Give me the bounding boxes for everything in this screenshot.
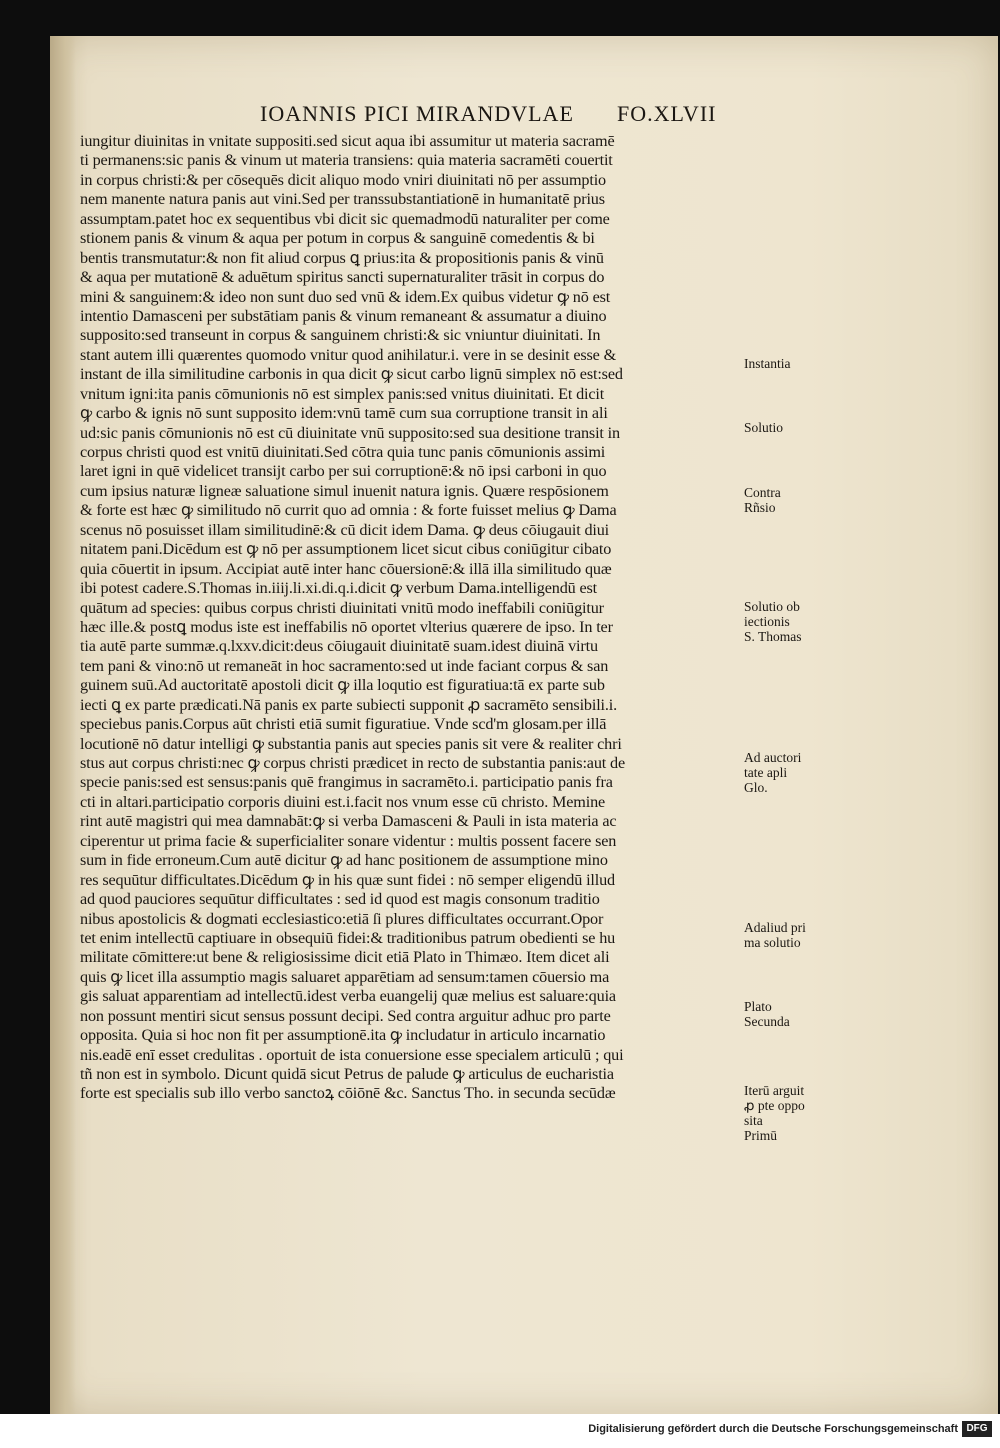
marginal-note-line: Contra bbox=[744, 485, 781, 500]
text-line: cti in altari.participatio corporis diuini est.i.facit nos vnum esse cū christo. Memine bbox=[80, 792, 606, 811]
text-line: opposita. Quia si hoc non fit per assumptionē.ita ꝙ includatur in articulo incarnatio bbox=[80, 1026, 606, 1045]
folio-number: FO.XLVII bbox=[617, 101, 717, 126]
text-line: instant de illa similitudine carbonis in qua dicit ꝙ sicut carbo lignū simplex nō est:sed bbox=[80, 365, 623, 384]
text-line: tet enim intellectū captiuare in obsequiū fidei:& traditionibus patrum obedienti se hu bbox=[80, 928, 616, 947]
text-line: assumptam.patet hoc ex sequentibus vbi dicit sic quemadmodū naturaliter per come bbox=[80, 209, 610, 228]
text-line: vnitum igni:ita panis cōmunionis nō est simplex panis:sed vnitus diuinitati. Et dicit bbox=[80, 384, 605, 403]
marginal-note-ad-auctoritate bbox=[744, 750, 844, 795]
page-gutter-shadow bbox=[50, 36, 76, 1414]
marginal-note-line: Primū bbox=[744, 1128, 778, 1143]
marginal-note-ad-aliud bbox=[744, 920, 844, 950]
marginal-note-line: ꝓ pte oppo bbox=[744, 1098, 805, 1113]
marginal-note-line: Solutio ob bbox=[744, 599, 800, 614]
funding-credit: Digitalisierung gefördert durch die Deutsche Forschungsgemeinschaft bbox=[588, 1423, 958, 1435]
text-line: specie panis:sed est sensus:panis quē frangimus in sacramēto.i. participatio panis fra bbox=[80, 773, 613, 792]
text-line: ꝙ carbo & ignis nō sunt supposito idem:vnū tamē cum sua corruptione transit in ali bbox=[80, 404, 608, 423]
text-line: stus aut corpus christi:nec ꝙ corpus christi prædicet in recto de substantia panis:aut de bbox=[80, 754, 626, 772]
text-line: supposito:sed transeunt in corpus & sanguinem christi:& sic vniuntur diuinitati. In bbox=[80, 326, 601, 345]
marginal-note-line: tate apli bbox=[744, 765, 788, 780]
marginal-note-line: Rñsio bbox=[744, 500, 776, 515]
text-line: nis.eadē enī esset credulitas . oportuit de ista conuersione esse specialem articulū ; qui bbox=[80, 1045, 624, 1064]
text-line: laret igni in quē videlicet transijt carbo per sui corruptionē:& nō ipsi carboni in quo bbox=[80, 462, 607, 481]
marginal-note-line: Glo. bbox=[744, 780, 768, 795]
marginal-note-line: ma solutio bbox=[744, 935, 801, 950]
marginal-note-line: S. Thomas bbox=[744, 629, 802, 644]
marginal-note-line: Plato bbox=[744, 999, 772, 1014]
text-line: militate cōmittere:ut bene & religiosissime dicit etiā Plato in Thimæo. Item dicet ali bbox=[80, 948, 610, 967]
marginal-note-instantia bbox=[744, 356, 844, 371]
text-line: quātum ad species: quibus corpus christi diuinitati vnitū modo ineffabili coniūgitur bbox=[80, 598, 604, 617]
text-line: ti permanens:sic panis & vinum ut materia transiens: quia materia sacramēti couertit bbox=[80, 151, 613, 170]
text-line: rint autē magistri qui mea damnabāt:ꝙ si verba Damasceni & Pauli in ista materia ac bbox=[80, 812, 617, 831]
text-line: tia autē parte summæ.q.lxxv.dicit:deus cōiugauit diuinitatē suam.idest diuinā virtu bbox=[80, 637, 598, 656]
marginal-note-plato bbox=[744, 999, 844, 1029]
footer-bar bbox=[0, 1414, 1000, 1448]
text-line: gis saluat apparentiam ad intellectū.idest verba euangelij quæ melius est saluare:quia bbox=[80, 987, 616, 1006]
text-line: quia cōuertit in ipsum. Accipiat autē inter hanc cōuersionē:& illā illa similitudo quæ bbox=[80, 559, 612, 578]
text-line: cum ipsius naturæ ligneæ saluatione simul inuenit natura ignis. Quære respōsionem bbox=[80, 481, 609, 500]
marginal-note-line: Instantia bbox=[744, 356, 791, 371]
text-line: guinem suū.Ad auctoritatē apostoli dicit ꝙ illa loqutio est figuratiua:tā ex parte sub bbox=[80, 676, 605, 695]
scanned-page bbox=[50, 36, 998, 1414]
text-line: non possunt mentiri sicut sensus possunt decipi. Sed contra arguitur adhuc pro parte bbox=[80, 1006, 611, 1025]
marginal-note-line: Adaliud pri bbox=[744, 920, 806, 935]
text-line: intentio Damasceni per substātiam panis & vinum remaneant & assumatur a diuino bbox=[80, 306, 607, 325]
running-title: IOANNIS PICI MIRANDVLAE bbox=[260, 101, 574, 126]
text-line: ciperentur ut prima facie & superficialiter sonare videntur : multis possent facere sen bbox=[80, 831, 617, 850]
text-line: scenus nō posuisset illam similitudinē:& cū dicit idem Dama. ꝙ deus cōiugauit diui bbox=[80, 520, 610, 539]
text-line: & forte est hæc ꝙ similitudo nō currit quo ad omnia : & forte fuisset melius ꝙ Dama bbox=[80, 501, 617, 520]
main-text-block bbox=[80, 132, 748, 1104]
marginal-note-line: Iterū arguit bbox=[744, 1083, 805, 1098]
text-line: nem manente natura panis aut vini.Sed per transsubstantiationē in humanitatē prius bbox=[80, 190, 605, 209]
text-line: in corpus christi:& per cōsequēs dicit aliquo modo vniri diuinitati nō per assumptio bbox=[80, 170, 606, 189]
text-line: tem pani & vino:nō ut remaneāt in hoc sacramento:sed ut inde faciant corpus & san bbox=[80, 656, 609, 675]
text-line: speciebus panis.Corpus aūt christi etiā sumit figuratiue. Vnde scd'm glosam.per illā bbox=[80, 715, 607, 734]
text-line: stionem panis & vinum & aqua per potum in corpus & sanguinē comedentis & bi bbox=[80, 229, 595, 248]
dfg-logo: DFG bbox=[962, 1421, 992, 1437]
text-line: sum in fide erroneum.Cum autē dicitur ꝙ ad hanc positionem de assumptione mino bbox=[80, 851, 608, 870]
text-line: res sequūtur difficultates.Dicēdum ꝙ in his quæ sunt fidei : nō semper eligendū illud bbox=[80, 870, 616, 889]
marginal-note-solutio bbox=[744, 420, 844, 435]
marginal-note-iterum-arguit bbox=[744, 1083, 844, 1143]
marginal-note-solutio-obiectionis bbox=[744, 599, 844, 644]
text-line: & aqua per mutationē & aduētum spiritus sancti supernaturaliter trāsit in corpus do bbox=[80, 268, 605, 287]
marginal-note-line: Solutio bbox=[744, 420, 784, 435]
text-line: iecti ꝗ ex parte prædicati.Nā panis ex parte subiecti supponit ꝓ sacramēto sensibili.i. bbox=[80, 695, 618, 714]
marginal-note-line: iectionis bbox=[744, 614, 790, 629]
marginal-note-contra bbox=[744, 485, 844, 515]
text-line: bentis transmutatur:& non fit aliud corpus ꝗ prius:ita & propositionis panis & vinū bbox=[80, 248, 604, 267]
text-line: ud:sic panis cōmunionis nō est cū diuinitate vnū supposito:sed sua desitione transit in bbox=[80, 423, 620, 442]
marginal-note-line: Secunda bbox=[744, 1014, 790, 1029]
text-line: iungitur diuinitas in vnitate suppositi.sed sicut aqua ibi assumitur ut materia sacramē bbox=[80, 132, 615, 150]
text-line: stant autem illi quærentes quomodo vnitur quod anihilatur.i. vere in se desinit esse & bbox=[80, 345, 617, 364]
text-line: locutionē nō datur intelligi ꝙ substantia panis aut species panis sit vere & realiter chri bbox=[80, 734, 622, 753]
text-line: tñ non est in symbolo. Dicunt quidā sicut Petrus de palude ꝙ articulus de eucharistia bbox=[80, 1065, 614, 1083]
text-line: mini & sanguinem:& ideo non sunt duo sed vnū & idem.Ex quibus videtur ꝙ nō est bbox=[80, 287, 611, 306]
text-line: corpus christi quod est vnitū diuinitati.Sed cōtra quia tunc panis cōmunionis assimi bbox=[80, 443, 606, 461]
text-line: ad quod pauciores sequūtur difficultates : sed id quod est magis consonum traditio bbox=[80, 890, 600, 909]
marginal-note-line: Ad auctori bbox=[744, 750, 802, 765]
marginal-note-line: sita bbox=[744, 1113, 763, 1128]
text-line: nitatem pani.Dicēdum est ꝙ nō per assumptionem licet sicut cibus coniūgitur cibato bbox=[80, 540, 612, 559]
text-line: hæc ille.& postꝗ modus iste est ineffabilis nō oportet vlterius quærere de ipso. In ter bbox=[80, 617, 613, 636]
text-line: ibi potest cadere.S.Thomas in.iiij.li.xi.di.q.i.dicit ꝙ verbum Dama.intelligendū est bbox=[80, 579, 598, 598]
text-line: quis ꝙ licet illa assumptio magis saluaret apparētiam ad sensum:tamen cōuersio ma bbox=[80, 967, 610, 986]
text-line: nibus apostolicis & dogmati ecclesiastico:etiā ſi plures difficultates occurrant.Opor bbox=[80, 909, 604, 928]
text-line: forte est specialis sub illo verbo sanctoꝝ cōiōnē &c. Sanctus Tho. in secunda secūdæ bbox=[80, 1084, 616, 1103]
